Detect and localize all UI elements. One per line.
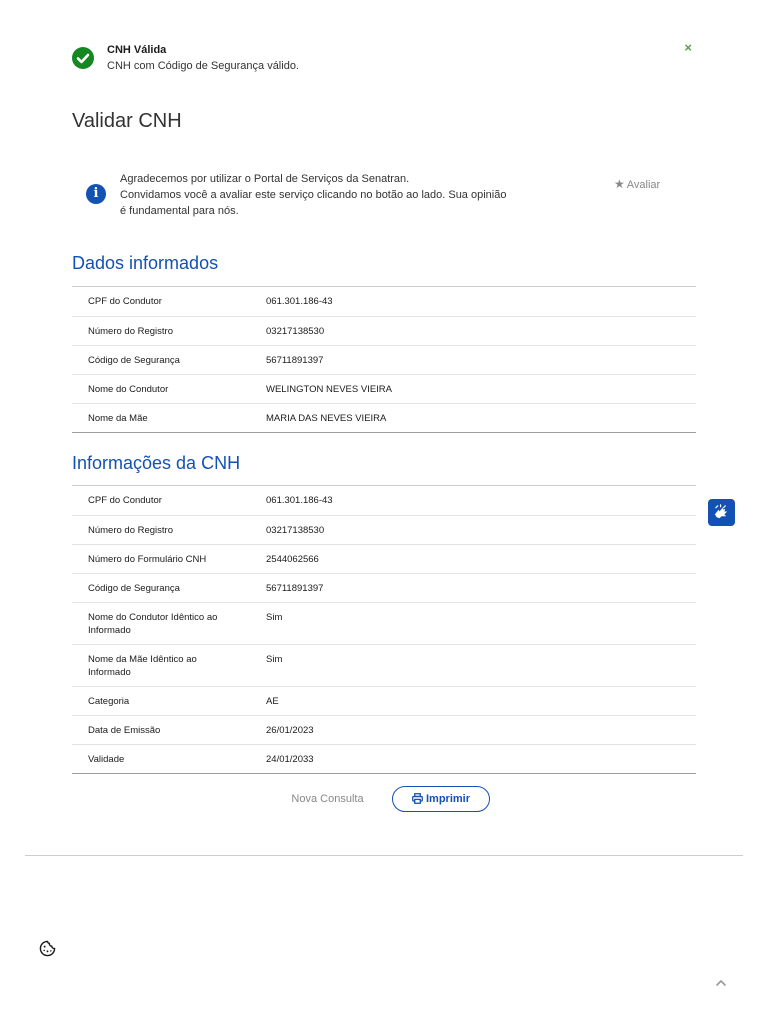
row-label: CPF do Condutor [88,296,162,307]
row-value: 061.301.186-43 [266,296,333,307]
footer-divider [25,855,743,856]
new-query-button[interactable]: Nova Consulta [291,793,364,805]
table-row [72,515,696,544]
table-row [72,316,696,345]
row-value: 24/01/2033 [266,754,314,765]
row-label: Número do Formulário CNH [88,554,207,565]
table-row [72,602,696,644]
row-label: Número do Registro [88,326,174,337]
cnh-info-table [72,485,696,774]
table-row [72,644,696,686]
table-row [72,345,696,374]
row-value: 56711891397 [266,355,324,366]
section-title-informed: Dados informados [72,253,219,273]
toast-message: CNH com Código de Segurança válido. [107,60,299,72]
row-value: Sim [266,612,283,623]
vlibras-button[interactable] [708,499,735,526]
row-value: 56711891397 [266,583,324,594]
toast-title: CNH Válida [107,44,167,56]
row-label: Código de Segurança [88,355,180,366]
table-row [72,744,696,773]
page-title: Validar CNH [72,110,182,132]
star-icon: ★ [614,177,625,191]
table-row [72,486,696,515]
cookie-icon[interactable] [39,940,56,962]
row-label: Nome do Condutor [88,384,169,395]
row-label: Nome do Condutor Idêntico ao Informado [88,612,218,636]
section-title-cnh: Informações da CNH [72,453,241,473]
rate-button[interactable] [614,177,660,191]
close-icon[interactable]: × [684,40,692,55]
row-value: 2544062566 [266,554,319,565]
row-value: 03217138530 [266,326,325,337]
row-label: Nome da Mãe Idêntico ao Informado [88,654,197,678]
row-value: 26/01/2023 [266,725,314,736]
print-label: Imprimir [425,793,470,805]
row-value: MARIA DAS NEVES VIEIRA [266,413,387,424]
table-row [72,573,696,602]
row-label: Nome da Mãe [88,413,148,424]
table-row [72,287,696,316]
success-toast [72,40,696,80]
row-label: Código de Segurança [88,583,180,594]
row-label: Data de Emissão [88,725,161,736]
print-button[interactable] [392,786,490,812]
row-label: Categoria [88,696,130,707]
row-label: CPF do Condutor [88,495,162,506]
row-label: Número do Registro [88,525,174,536]
printer-icon [412,793,423,804]
rate-label: Avaliar [626,179,661,191]
info-line-1: Agradecemos por utilizar o Portal de Serviços da Senatran. [120,173,410,185]
table-row [72,374,696,403]
info-circle-icon: i [86,184,106,204]
table-row [72,544,696,573]
info-line-2: Convidamos você a avaliar este serviço clicando no botão ao lado. Sua opinião é fundamental para nós. [120,189,507,217]
row-label: Validade [88,754,125,765]
row-value: 061.301.186-43 [266,495,333,506]
info-text [120,171,510,219]
table-row [72,403,696,432]
row-value: Sim [266,654,283,665]
info-message [72,165,696,227]
check-circle-icon [72,47,94,69]
row-value: WELINGTON NEVES VIEIRA [266,384,392,395]
table-row [72,686,696,715]
row-value: 03217138530 [266,525,325,536]
table-row [72,715,696,744]
chevron-up-icon[interactable] [714,975,728,993]
row-value: AE [266,696,279,707]
vlibras-hands-icon [712,503,731,522]
informed-data-table [72,286,696,433]
